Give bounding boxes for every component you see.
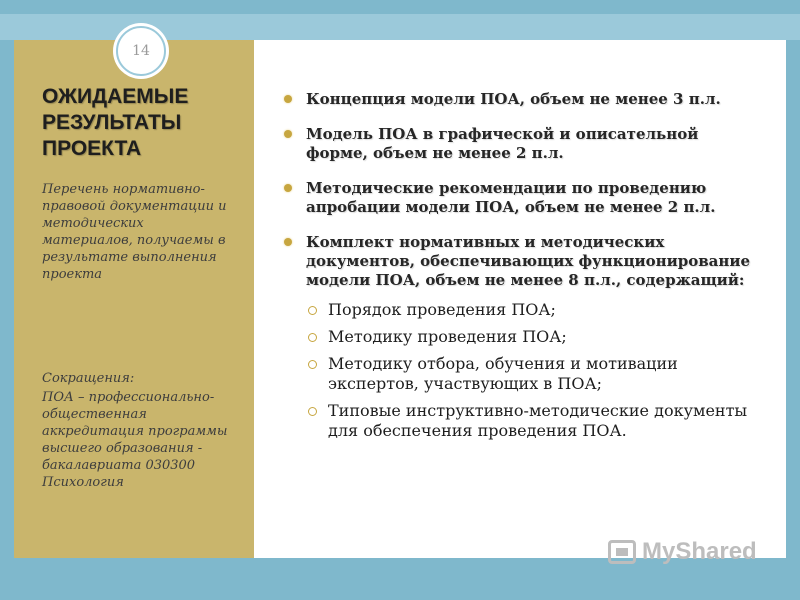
sub-bullet-item: Методику проведения ПОА; — [306, 327, 762, 347]
sub-bullet-block — [282, 300, 762, 441]
watermark-text: MyShared — [642, 538, 757, 565]
bullet-dot-icon — [284, 184, 292, 192]
ring-bullet-icon — [308, 360, 317, 369]
bullet-dot-icon — [284, 130, 292, 138]
ring-bullet-icon — [308, 333, 317, 342]
slide-number: 14 — [132, 43, 150, 59]
slide-title: ОЖИДАЕМЫЕ РЕЗУЛЬТАТЫ ПРОЕКТА — [42, 85, 189, 160]
sub-bullet-item: Порядок проведения ПОА; — [306, 300, 762, 320]
sub-bullet-list — [306, 300, 762, 441]
bullet-item: Комплект нормативных и методических документов, обеспечивающих функционирование модели ПОА, объем не менее 8 п.л., содержащий: — [282, 233, 762, 290]
bullet-item: Модель ПОА в графической и описательной форме, объем не менее 2 п.л. — [282, 125, 762, 163]
bullet-item: Методические рекомендации по проведению апробации модели ПОА, объем не менее 2 п.л. — [282, 179, 762, 217]
abbreviations-text: ПОА – профессионально-общественная аккредитация программы высшего образования - бакалавриата 030300 Психология — [42, 390, 228, 490]
sub-bullet-item: Методику отбора, обучения и мотивации экспертов, участвующих в ПОА; — [306, 354, 762, 394]
content-area — [282, 90, 762, 448]
ring-bullet-icon — [308, 306, 317, 315]
sub-bullet-item: Типовые инструктивно-методические документы для обеспечения проведения ПОА. — [306, 401, 762, 441]
presentation-icon — [608, 540, 636, 564]
slide-number-badge — [116, 26, 166, 76]
bullet-item: Концепция модели ПОА, объем не менее 3 п.л. — [282, 90, 762, 109]
ring-bullet-icon — [308, 407, 317, 416]
bullet-list — [282, 90, 762, 290]
bullet-dot-icon — [284, 95, 292, 103]
abbreviations-heading: Сокращения: — [42, 371, 135, 386]
bullet-dot-icon — [284, 238, 292, 246]
slide-subtitle: Перечень нормативно-правовой документации и методических материалов, получаемы в результате выполнения проекта — [42, 182, 227, 282]
watermark-logo — [608, 538, 757, 566]
